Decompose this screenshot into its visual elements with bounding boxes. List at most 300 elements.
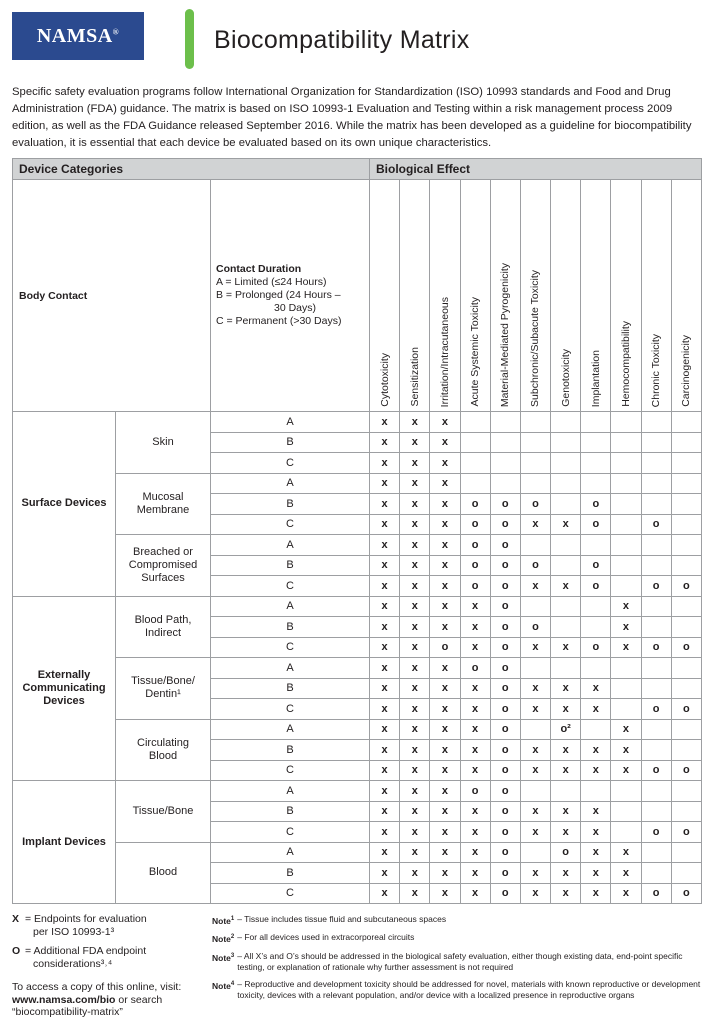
legend-o [12,945,207,971]
matrix-cell [551,781,581,802]
matrix-cell: x [370,842,400,863]
access-line-3: “biocompatibility-matrix” [12,1006,123,1018]
matrix-cell: o [460,555,490,576]
contact-duration-cell: B [211,863,370,884]
matrix-cell: x [581,801,611,822]
matrix-cell [671,473,701,494]
matrix-cell [490,473,520,494]
online-access-text [12,981,207,1019]
matrix-cell: x [400,617,430,638]
matrix-cell [551,473,581,494]
matrix-cell [611,494,641,515]
matrix-cell: x [400,863,430,884]
matrix-cell [671,412,701,433]
matrix-cell: o [460,535,490,556]
matrix-cell [611,432,641,453]
matrix-cell: x [400,781,430,802]
matrix-cell: x [460,596,490,617]
matrix-cell: o [581,514,611,535]
matrix-cell: x [520,699,550,720]
matrix-cell [671,781,701,802]
matrix-cell [611,576,641,597]
contact-duration-cell: A [211,412,370,433]
matrix-cell [611,699,641,720]
category-implant-devices [13,781,116,904]
matrix-cell [551,432,581,453]
matrix-cell: x [400,637,430,658]
effect-header-hemocompatibility [611,180,641,412]
matrix-cell: o [581,555,611,576]
matrix-cell: x [370,863,400,884]
accent-bar [185,9,194,69]
matrix-cell: o [460,514,490,535]
matrix-cell: o [520,494,550,515]
matrix-cell: x [551,863,581,884]
matrix-cell [671,494,701,515]
subcategory-skin [116,412,211,474]
matrix-cell [460,412,490,433]
matrix-cell [520,535,550,556]
matrix-cell [641,719,671,740]
contact-duration-cell: B [211,432,370,453]
matrix-cell: x [370,658,400,679]
matrix-cell [611,801,641,822]
matrix-cell [641,740,671,761]
matrix-cell [671,617,701,638]
matrix-cell: o [490,801,520,822]
matrix-cell: x [581,740,611,761]
matrix-cell: x [460,699,490,720]
matrix-cell [671,863,701,884]
matrix-cell [641,596,671,617]
matrix-cell: x [611,883,641,904]
matrix-cell [671,801,701,822]
matrix-cell: x [460,719,490,740]
matrix-cell: x [400,555,430,576]
matrix-cell: x [400,535,430,556]
matrix-cell [671,596,701,617]
contact-duration-cell: C [211,699,370,720]
matrix-cell: x [460,760,490,781]
matrix-cell: x [400,576,430,597]
matrix-cell [641,781,671,802]
contact-duration-cell: A [211,658,370,679]
contact-duration-cell: C [211,760,370,781]
matrix-cell [551,535,581,556]
category-label: Surface Devices [21,497,107,510]
matrix-cell [611,535,641,556]
matrix-cell [641,801,671,822]
matrix-cell: o [490,514,520,535]
effect-header-material-mediated-pyrogenicity [490,180,520,412]
matrix-cell [581,658,611,679]
matrix-cell: x [400,699,430,720]
subcategory-label: Blood [148,866,178,879]
matrix-cell: o [641,822,671,843]
matrix-cell [520,453,550,474]
matrix-cell [641,453,671,474]
effect-label: Implantation [589,349,602,407]
matrix-cell: x [400,822,430,843]
matrix-cell [671,658,701,679]
category-label: Communicating [22,681,106,694]
matrix-cell: o² [551,719,581,740]
contact-duration-cell: A [211,781,370,802]
matrix-cell: o [520,555,550,576]
legend [12,913,207,1019]
subcategory-blood-path-indirect [116,596,211,658]
matrix-cell: x [430,596,460,617]
matrix-cell: x [430,801,460,822]
matrix-cell: x [370,453,400,474]
effect-label: Subchronic/Subacute Toxicity [529,270,542,407]
contact-duration-legend [211,180,370,412]
matrix-cell: x [430,555,460,576]
matrix-cell: x [370,760,400,781]
matrix-cell: x [400,658,430,679]
matrix-cell: x [551,740,581,761]
matrix-cell [641,412,671,433]
subcategory-label: Membrane [136,503,190,516]
matrix-cell [581,781,611,802]
effect-label: Material-Mediated Pyrogenicity [499,262,512,407]
matrix-cell: x [551,699,581,720]
note-3 [212,951,704,974]
matrix-cell: x [551,514,581,535]
matrix-cell: x [370,412,400,433]
matrix-cell: x [400,678,430,699]
matrix-cell: x [400,596,430,617]
matrix-cell [611,473,641,494]
subcategory-mucosal-membrane [116,473,211,535]
matrix-cell [551,412,581,433]
matrix-cell: x [460,617,490,638]
matrix-cell [671,842,701,863]
matrix-cell [671,719,701,740]
matrix-cell: x [520,822,550,843]
x-symbol: X [12,913,20,925]
note-2-number: 2 [230,934,235,941]
matrix-cell: o [641,514,671,535]
matrix-cell: x [460,637,490,658]
matrix-cell: x [400,514,430,535]
matrix-cell: x [520,678,550,699]
matrix-cell [671,740,701,761]
matrix-cell: o [490,699,520,720]
matrix-cell [641,842,671,863]
matrix-cell [641,863,671,884]
note-1-text: – Tissue includes tissue fluid and subcutaneous spaces [237,914,447,924]
subcategory-label: Surfaces [141,571,185,584]
matrix-cell: x [430,412,460,433]
matrix-cell: x [430,781,460,802]
matrix-cell: x [430,842,460,863]
matrix-cell [490,412,520,433]
matrix-cell: x [370,719,400,740]
note-2-label: Note [212,934,231,945]
matrix-cell: x [430,617,460,638]
matrix-cell: x [430,432,460,453]
o-symbol: O [12,945,21,957]
matrix-cell [581,453,611,474]
contact-duration-cell: C [211,883,370,904]
matrix-cell: x [520,883,550,904]
table-row [13,842,702,863]
matrix-cell: x [370,637,400,658]
matrix-cell: x [520,576,550,597]
matrix-cell: x [430,760,460,781]
matrix-cell: o [490,883,520,904]
matrix-cell: o [490,678,520,699]
category-label: Externally [37,668,91,681]
matrix-cell [641,658,671,679]
table-row [13,719,702,740]
matrix-cell: x [581,760,611,781]
matrix-cell [520,473,550,494]
matrix-cell: o [490,596,520,617]
subcategory-label: Blood [148,749,178,762]
matrix-cell: o [490,863,520,884]
effect-header-irritation-intracutaneous [430,180,460,412]
contact-duration-cell: A [211,719,370,740]
matrix-cell: o [671,822,701,843]
matrix-cell: x [370,883,400,904]
matrix-cell: x [581,678,611,699]
matrix-cell: o [490,576,520,597]
table-row [13,412,702,433]
effect-label: Sensitization [408,347,421,407]
matrix-cell: x [400,801,430,822]
matrix-cell [671,432,701,453]
duration-a: A = Limited (≤24 Hours) [216,276,327,288]
matrix-cell: o [641,699,671,720]
matrix-cell [611,555,641,576]
biocompatibility-matrix-table [12,158,702,904]
body-contact-label: Body Contact [13,180,211,412]
matrix-cell: o [671,699,701,720]
matrix-cell: x [611,760,641,781]
contact-duration-cell: A [211,596,370,617]
subcategory-tissue-bone-dentin [116,658,211,720]
matrix-cell: x [400,453,430,474]
category-label: Devices [43,694,85,707]
subcategory-label: Mucosal [142,490,184,503]
note-4-label: Note [212,980,231,991]
contact-duration-cell: A [211,535,370,556]
matrix-cell: x [551,801,581,822]
matrix-cell: x [400,473,430,494]
matrix-cell [551,494,581,515]
note-2 [212,932,704,945]
contact-duration-cell: C [211,822,370,843]
matrix-cell: o [430,637,460,658]
matrix-cell: x [460,863,490,884]
matrix-cell: o [460,576,490,597]
matrix-cell: x [520,801,550,822]
effect-header-chronic-toxicity [641,180,671,412]
matrix-cell [551,555,581,576]
matrix-cell [581,432,611,453]
matrix-cell [671,514,701,535]
matrix-cell: o [490,842,520,863]
matrix-cell [520,412,550,433]
subcategory-label: Blood Path, [134,613,192,626]
matrix-cell: x [370,822,400,843]
contact-duration-cell: C [211,576,370,597]
matrix-cell [551,453,581,474]
matrix-cell [581,412,611,433]
matrix-cell [641,473,671,494]
matrix-cell: o [671,883,701,904]
matrix-cell: x [370,432,400,453]
table-row [13,473,702,494]
matrix-cell: x [430,453,460,474]
subcategory-label: Indirect [144,626,182,639]
matrix-cell: o [490,637,520,658]
matrix-cell: o [460,494,490,515]
subcategory-label: Tissue/Bone [132,804,194,817]
subcategory-tissue-bone [116,781,211,843]
note-1-number: 1 [230,916,235,922]
matrix-cell: x [400,412,430,433]
matrix-cell: o [490,535,520,556]
matrix-cell: x [611,719,641,740]
subcategory-circulating-blood [116,719,211,781]
matrix-cell: x [400,883,430,904]
registered-mark: ® [112,26,120,36]
matrix-cell: x [370,699,400,720]
effect-header-carcinogenicity [671,180,701,412]
matrix-cell [641,535,671,556]
matrix-cell [520,842,550,863]
matrix-cell: x [430,740,460,761]
matrix-cell: x [370,514,400,535]
matrix-cell: x [551,822,581,843]
matrix-cell: o [490,555,520,576]
contact-duration-cell: B [211,801,370,822]
category-surface-devices [13,412,116,597]
matrix-cell: x [400,842,430,863]
matrix-cell: x [460,883,490,904]
matrix-cell: x [611,596,641,617]
matrix-cell: x [370,494,400,515]
matrix-cell: o [490,494,520,515]
matrix-cell: o [490,740,520,761]
matrix-cell: x [551,760,581,781]
matrix-cell [581,719,611,740]
matrix-cell: x [370,473,400,494]
matrix-cell [671,535,701,556]
effect-label: Acute Systemic Toxicity [469,297,482,407]
contact-duration-cell: B [211,494,370,515]
matrix-cell: x [370,576,400,597]
matrix-cell [551,617,581,638]
subcategory-label: Skin [152,435,174,448]
matrix-cell: x [551,576,581,597]
matrix-cell: x [400,494,430,515]
matrix-cell: o [490,719,520,740]
matrix-cell: o [641,760,671,781]
biological-effect-header: Biological Effect [370,159,702,180]
matrix-cell [611,658,641,679]
table-row [13,535,702,556]
matrix-cell: x [430,883,460,904]
matrix-cell [641,432,671,453]
matrix-cell: x [370,535,400,556]
matrix-cell [581,473,611,494]
effect-label: Cytotoxicity [378,353,391,407]
matrix-cell: x [400,719,430,740]
matrix-cell [460,453,490,474]
matrix-cell [460,432,490,453]
namsa-logo [12,12,144,60]
contact-duration-cell: B [211,617,370,638]
matrix-cell: x [430,473,460,494]
effect-header-cytotoxicity [370,180,400,412]
table-row [13,596,702,617]
matrix-cell [581,535,611,556]
matrix-cell [520,596,550,617]
matrix-cell [611,781,641,802]
page-title: Biocompatibility Matrix [214,26,470,54]
effect-header-sensitization [400,180,430,412]
contact-duration-cell: A [211,473,370,494]
matrix-cell: x [520,514,550,535]
matrix-cell: x [430,514,460,535]
effect-label: Carcinogenicity [680,335,693,407]
matrix-cell [641,678,671,699]
duration-c: C = Permanent (>30 Days) [216,315,342,327]
matrix-cell: x [460,801,490,822]
effect-label: Genotoxicity [559,349,572,407]
matrix-cell [520,658,550,679]
contact-duration-cell: B [211,555,370,576]
o-description: = Additional FDA endpoint [25,945,147,957]
matrix-cell [641,555,671,576]
matrix-cell [611,822,641,843]
matrix-cell: x [460,678,490,699]
matrix-cell: o [551,842,581,863]
subcategory-label: Dentin¹ [145,688,181,701]
contact-duration-cell: C [211,514,370,535]
matrix-cell: o [581,494,611,515]
matrix-cell: o [641,883,671,904]
matrix-cell: x [430,678,460,699]
effect-label: Irritation/Intracutaneous [438,296,451,407]
matrix-cell: x [611,617,641,638]
matrix-cell: x [400,432,430,453]
contact-duration-cell: B [211,740,370,761]
matrix-cell [611,514,641,535]
matrix-cell: o [581,637,611,658]
matrix-cell: x [370,678,400,699]
matrix-cell: x [400,740,430,761]
matrix-cell [671,678,701,699]
matrix-cell [641,617,671,638]
matrix-cell: x [460,822,490,843]
matrix-cell [641,494,671,515]
matrix-cell: o [460,658,490,679]
matrix-cell: o [581,576,611,597]
namsa-bio-link[interactable]: www.namsa.com/bio [12,993,116,1006]
table-row [13,658,702,679]
logo-text: NAMSA [36,24,113,47]
access-line-2: or search [115,993,163,1006]
matrix-cell [611,412,641,433]
matrix-cell: x [581,822,611,843]
matrix-cell [611,678,641,699]
effect-header-acute-systemic-toxicity [460,180,490,412]
